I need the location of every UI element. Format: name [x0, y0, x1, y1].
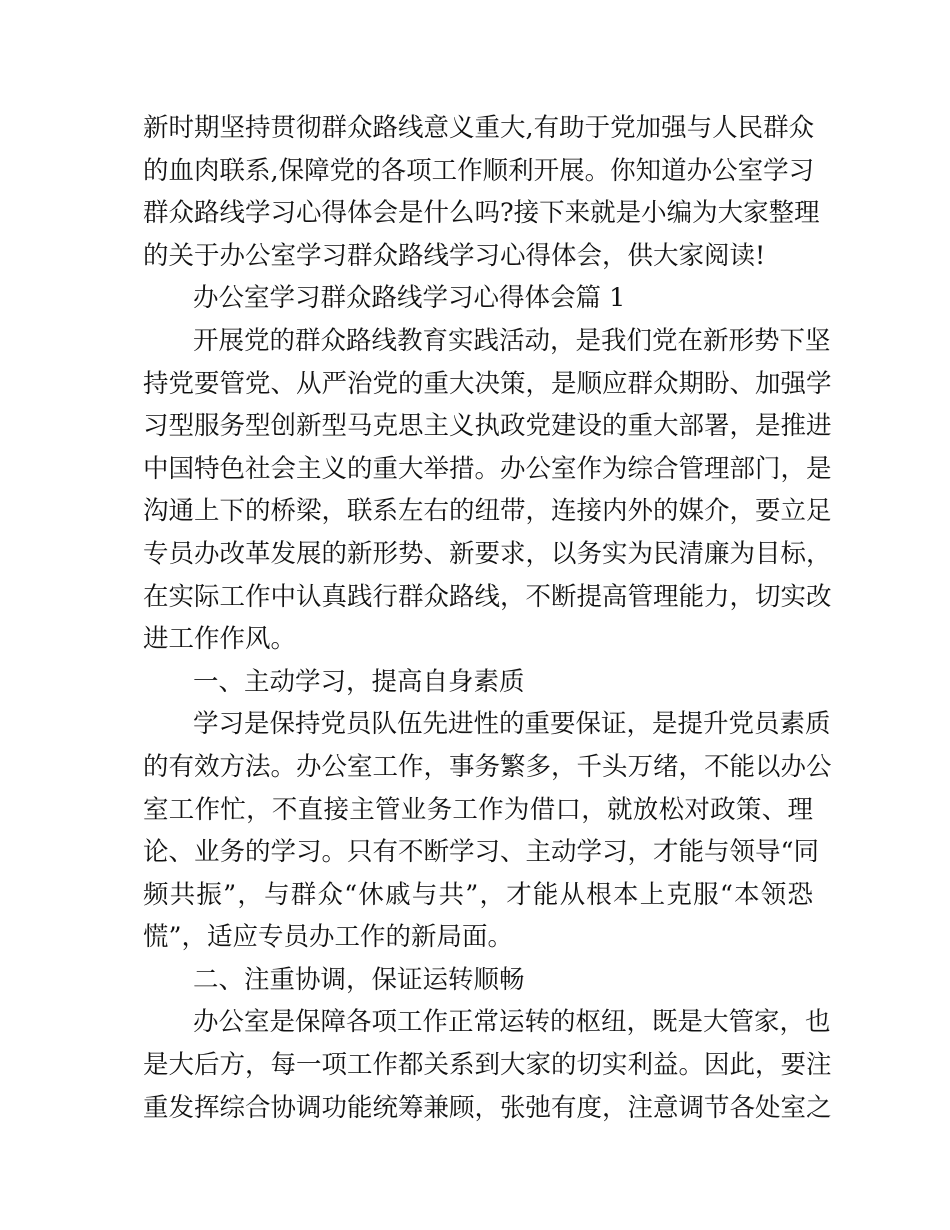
document-page — [143, 107, 832, 1129]
text-line: 专员办改革发展的新形势、新要求，以务实为民清廉为目标， — [143, 538, 832, 569]
text-line: 重发挥综合协调功能统筹兼顾，张弛有度，注意调节各处室之 — [143, 1092, 832, 1123]
section-heading-1: 一、主动学习，提高自身素质 — [193, 666, 525, 697]
text-line: 开展党的群众路线教育实践活动，是我们党在新形势下坚 — [193, 325, 831, 356]
article-title: 办公室学习群众路线学习心得体会篇 1 — [193, 283, 626, 314]
text-line: 室工作忙，不直接主管业务工作为借口，就放松对政策、理 — [143, 794, 813, 825]
text-line: 慌”，适应专员办工作的新局面。 — [143, 922, 514, 953]
section-heading-2: 二、注重协调，保证运转顺畅 — [193, 964, 525, 995]
text-line: 的血肉联系,保障党的各项工作顺利开展。你知道办公室学习 — [143, 155, 815, 186]
text-line: 进工作作风。 — [143, 624, 297, 655]
text-line: 中国特色社会主义的重大举措。办公室作为综合管理部门，是 — [143, 453, 832, 484]
paragraph-2 — [143, 703, 832, 959]
text-line: 学习是保持党员队伍先进性的重要保证，是提升党员素质 — [193, 709, 831, 740]
text-line: 是大后方，每一项工作都关系到大家的切实利益。因此，要注 — [143, 1050, 832, 1081]
text-line: 在实际工作中认真践行群众路线，不断提高管理能力，切实改 — [143, 581, 832, 612]
text-line: 持党要管党、从严治党的重大决策，是顺应群众期盼、加强学 — [143, 368, 832, 399]
text-line: 习型服务型创新型马克思主义执政党建设的重大部署，是推进 — [143, 411, 832, 442]
text-line: 频共振”，与群众“休戚与共”，才能从根本上克服“本领恐 — [143, 879, 813, 910]
text-line: 论、业务的学习。只有不断学习、主动学习，才能与领导“同 — [143, 837, 820, 868]
text-line: 沟通上下的桥梁，联系左右的纽带，连接内外的媒介，要立足 — [143, 496, 832, 527]
text-line: 的有效方法。办公室工作，事务繁多，千头万绪，不能以办公 — [143, 751, 832, 782]
text-line: 办公室是保障各项工作正常运转的枢纽，既是大管家，也 — [193, 1007, 831, 1038]
intro-paragraph — [143, 107, 820, 277]
paragraph-3 — [143, 1001, 832, 1129]
text-line: 的关于办公室学习群众路线学习心得体会，供大家阅读! — [143, 240, 766, 271]
paragraph-1 — [143, 320, 832, 661]
text-line: 新时期坚持贯彻群众路线意义重大,有助于党加强与人民群众 — [143, 113, 815, 143]
text-line: 群众路线学习心得体会是什么吗?接下来就是小编为大家整理 — [143, 198, 820, 229]
